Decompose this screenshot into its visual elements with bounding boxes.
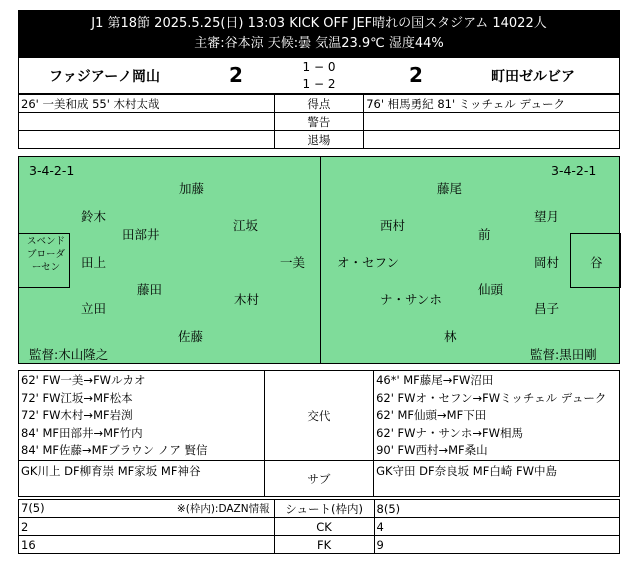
home-shots	[19, 500, 275, 518]
away-score: 2	[409, 63, 423, 87]
warning-label: 警告	[274, 113, 364, 131]
away-sub-1: 46*' MF藤尾→FW沼田	[376, 373, 494, 387]
player-sento: 仙頭	[478, 282, 504, 297]
away-fk: 9	[374, 536, 619, 554]
events-table	[18, 94, 620, 149]
subs-table	[18, 370, 620, 497]
subs-label: 交代	[264, 371, 373, 461]
home-manager: 監督:木山隆之	[29, 347, 109, 362]
away-sub-2: 62' FWオ・セフン→FWミッチェル デューク	[376, 390, 607, 405]
away-goals: 76' 相馬勇紀 81' ミッチェル デューク	[364, 95, 620, 113]
home-shots-value: 7(5)	[21, 501, 45, 515]
home-score: 2	[229, 63, 243, 87]
player-esaka: 江坂	[233, 218, 259, 233]
home-sub-1: 62' FW一美→FWルカオ	[21, 373, 146, 387]
player-hayashi: 林	[444, 329, 457, 344]
player-fujio: 藤尾	[437, 181, 463, 196]
away-goalkeeper: 谷	[590, 255, 603, 270]
player-tagami: 田上	[81, 255, 107, 270]
home-fk: 16	[19, 536, 275, 554]
pitch	[18, 156, 620, 364]
fk-label: FK	[274, 536, 374, 554]
player-kato: 加藤	[179, 181, 205, 196]
home-formation: 3-4-2-1	[29, 163, 75, 178]
away-sub-5: 90' FW西村→MF桑山	[376, 443, 488, 457]
fk-row	[19, 536, 620, 554]
warning-row	[19, 113, 620, 131]
match-info: J1 第18節 2025.5.25(日) 13:03 KICK OFF JEF晴れの国スタジアム 14022人	[91, 16, 547, 31]
bench-label: サブ	[264, 461, 373, 497]
first-half-score: 1 − 0	[302, 60, 336, 74]
player-ichimi: 一美	[280, 255, 306, 270]
away-ck: 4	[374, 518, 619, 536]
home-team-name: ファジアーノ岡山	[49, 69, 161, 85]
halfway-line	[320, 157, 321, 363]
player-oseven: オ・セフン	[337, 255, 400, 270]
away-bench: GK守田 DF奈良坂 MF白崎 FW中島	[374, 461, 620, 497]
shots-note: ※(枠内):DAZN情報	[176, 503, 270, 515]
player-kimura: 木村	[234, 292, 260, 307]
ck-row	[19, 518, 620, 536]
second-half-score: 1 − 2	[302, 77, 336, 91]
player-suzuki: 鈴木	[81, 209, 107, 224]
player-nasanho: ナ・サンホ	[380, 292, 442, 307]
away-sub-4: 62' FWナ・サンホ→FW相馬	[376, 425, 524, 440]
player-okamura: 岡村	[534, 255, 560, 270]
exit-row	[19, 131, 620, 149]
goal-label: 得点	[274, 95, 364, 113]
player-sato: 佐藤	[178, 329, 204, 344]
away-team-name: 町田ゼルビア	[491, 69, 575, 85]
home-sub-3: 72' FW木村→MF岩渕	[21, 408, 133, 422]
shots-label: シュート(枠内)	[274, 500, 374, 518]
home-goals: 26' 一美和成 55' 木村太哉	[19, 95, 275, 113]
bench-row	[19, 461, 620, 497]
stats-table	[18, 499, 620, 554]
home-subs	[19, 371, 265, 461]
player-tachida: 立田	[81, 301, 107, 316]
away-manager: 監督:黒田剛	[530, 347, 597, 362]
match-header	[18, 10, 620, 57]
away-sub-3: 62' MF仙頭→MF下田	[376, 408, 487, 422]
referee-weather: 主審:谷本涼 天候:曇 気温23.9℃ 湿度44%	[194, 36, 444, 51]
player-mochizuki: 望月	[534, 209, 560, 224]
away-formation: 3-4-2-1	[551, 163, 597, 178]
home-bench: GK川上 DF柳育崇 MF家坂 MF神谷	[19, 461, 265, 497]
subs-row	[19, 371, 620, 461]
player-tabei: 田部井	[122, 227, 160, 242]
player-fujita: 藤田	[137, 282, 163, 297]
player-mae: 前	[478, 227, 491, 242]
exit-label: 退場	[274, 131, 364, 149]
goal-row	[19, 95, 620, 113]
score-row	[18, 57, 620, 94]
home-sub-5: 84' MF佐藤→MFブラウン ノア 賢信	[21, 443, 208, 457]
player-shoko: 昌子	[534, 301, 560, 316]
home-goalkeeper: スベンド ブローダーセン	[26, 236, 65, 273]
home-sub-2: 72' FW江坂→MF松本	[21, 390, 133, 405]
away-subs	[374, 371, 620, 461]
home-ck: 2	[19, 518, 275, 536]
player-nishimura: 西村	[380, 218, 406, 233]
home-sub-4: 84' MF田部井→MF竹内	[21, 425, 143, 440]
away-shots: 8(5)	[374, 500, 619, 518]
shots-row	[19, 500, 620, 518]
ck-label: CK	[274, 518, 374, 536]
